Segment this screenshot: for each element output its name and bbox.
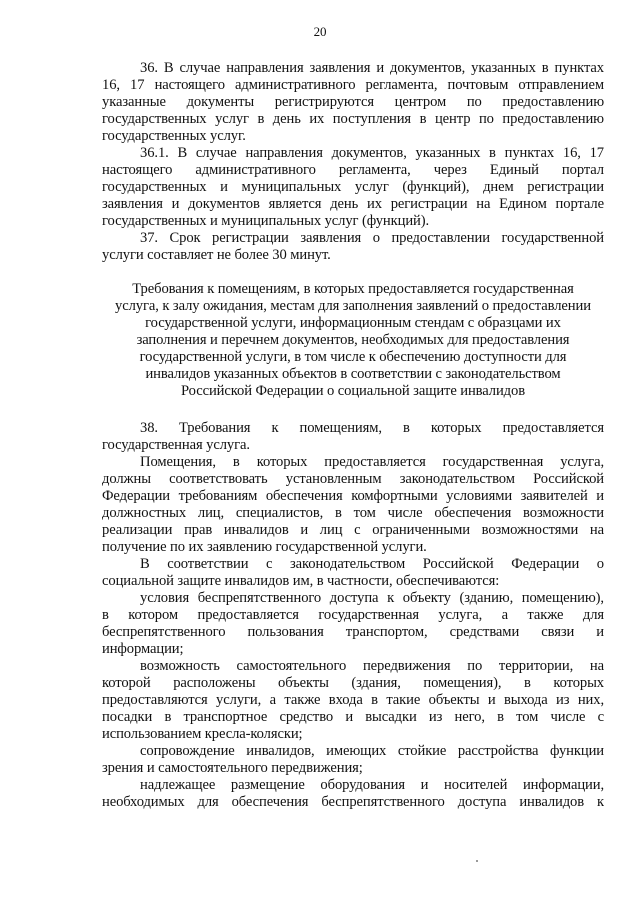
- movement-paragraph-line-4: посадки в транспортное средство и высадки из него, в том числе с: [102, 709, 604, 725]
- premises-paragraph-line-4: должностных лиц, специалистов, в том числе обеспечения возможности: [102, 505, 604, 521]
- paragraph-38-line-2: государственная услуга.: [102, 437, 250, 453]
- paragraph-36-1-line-3: государственных и муниципальных услуг (функций), днем регистрации: [102, 179, 604, 195]
- paragraph-36-1-line-5: государственных и муниципальных услуг (функций).: [102, 213, 430, 229]
- equipment-paragraph-line-2: необходимых для обеспечения беспрепятственного доступа инвалидов к: [102, 794, 604, 810]
- movement-paragraph-line-1: возможность самостоятельного передвижения по территории, на: [140, 658, 604, 674]
- premises-paragraph-line-2: должны соответствовать установленным законодательством Российской: [102, 471, 604, 487]
- premises-paragraph-line-1: Помещения, в которых предоставляется государственная услуга,: [140, 454, 604, 470]
- premises-paragraph-line-3: Федерации требованиям обеспечения комфортными условиями заявителей и: [102, 488, 604, 504]
- premises-paragraph-line-6: получение по их заявлению государственной услуги.: [102, 539, 427, 555]
- paragraph-37-line-1: 37. Срок регистрации заявления о предоставлении государственной: [140, 230, 604, 246]
- legislation-paragraph-line-1: В соответствии с законодательством Российской Федерации о: [140, 556, 604, 572]
- paragraph-36-1-line-1: 36.1. В случае направления документов, указанных в пунктах 16, 17: [140, 145, 604, 161]
- section-heading-line-7: Российской Федерации о социальной защите инвалидов: [180, 383, 525, 399]
- equipment-paragraph-line-1: надлежащее размещение оборудования и носителей информации,: [140, 777, 604, 793]
- paragraph-36-line-4: государственных услуг в день их поступления в центр по предоставлению: [102, 111, 604, 127]
- escort-paragraph-line-1: сопровождение инвалидов, имеющих стойкие расстройства функции: [140, 743, 604, 759]
- scan-speck: [476, 860, 478, 862]
- section-heading-line-2: услуга, к залу ожидания, местам для заполнения заявлений о предоставлении: [115, 298, 591, 314]
- premises-paragraph-line-5: реализации прав инвалидов и лиц с ограниченными возможностями на: [102, 522, 604, 538]
- section-heading-line-5: государственной услуги, в том числе к обеспечению доступности для: [139, 349, 567, 365]
- paragraph-36-line-2: 16, 17 настоящего административного регламента, почтовым отправлением: [102, 77, 604, 93]
- movement-paragraph-line-2: которой расположены объекты (здания, помещения), в которых: [102, 675, 604, 691]
- access-conditions-line-1: условия беспрепятственного доступа к объекту (зданию, помещению),: [140, 590, 604, 606]
- paragraph-38-line-1: 38. Требования к помещениям, в которых предоставляется: [140, 420, 604, 436]
- legislation-paragraph-line-2: социальной защите инвалидов им, в частности, обеспечиваются:: [102, 573, 500, 589]
- page-number: 20: [313, 24, 327, 39]
- paragraph-37-line-2: услуги составляет не более 30 минут.: [102, 247, 331, 263]
- section-heading-line-6: инвалидов указанных объектов в соответствии с законодательством: [145, 366, 561, 382]
- access-conditions-line-2: в котором предоставляется государственная услуга, а также для: [102, 607, 604, 623]
- escort-paragraph-line-2: зрения и самостоятельного передвижения;: [102, 760, 363, 776]
- paragraph-36-1-line-2: настоящего административного регламента, через Единый портал: [102, 162, 604, 178]
- section-heading-line-1: Требования к помещениям, в которых предоставляется государственная: [132, 281, 574, 297]
- paragraph-36-1-line-4: заявления и документов является день их регистрации на Едином портале: [102, 196, 604, 212]
- movement-paragraph-line-3: предоставляются услуги, а также входа в такие объекты и выхода из них,: [102, 692, 604, 708]
- paragraph-36-line-3: указанные документы регистрируются центром по предоставлению: [102, 94, 604, 110]
- section-heading-line-4: заполнения и перечнем документов, необходимых для предоставления: [136, 332, 570, 348]
- access-conditions-line-4: информации;: [102, 641, 184, 657]
- movement-paragraph-line-5: использованием кресла-коляски;: [102, 726, 303, 742]
- paragraph-36-line-1: 36. В случае направления заявления и документов, указанных в пунктах: [140, 60, 604, 76]
- paragraph-36-line-5: государственных услуг.: [102, 128, 246, 144]
- section-heading-line-3: государственной услуги, информационным стендам с образцами их: [145, 315, 561, 331]
- access-conditions-line-3: беспрепятственного пользования транспортом, средствами связи и: [102, 624, 604, 640]
